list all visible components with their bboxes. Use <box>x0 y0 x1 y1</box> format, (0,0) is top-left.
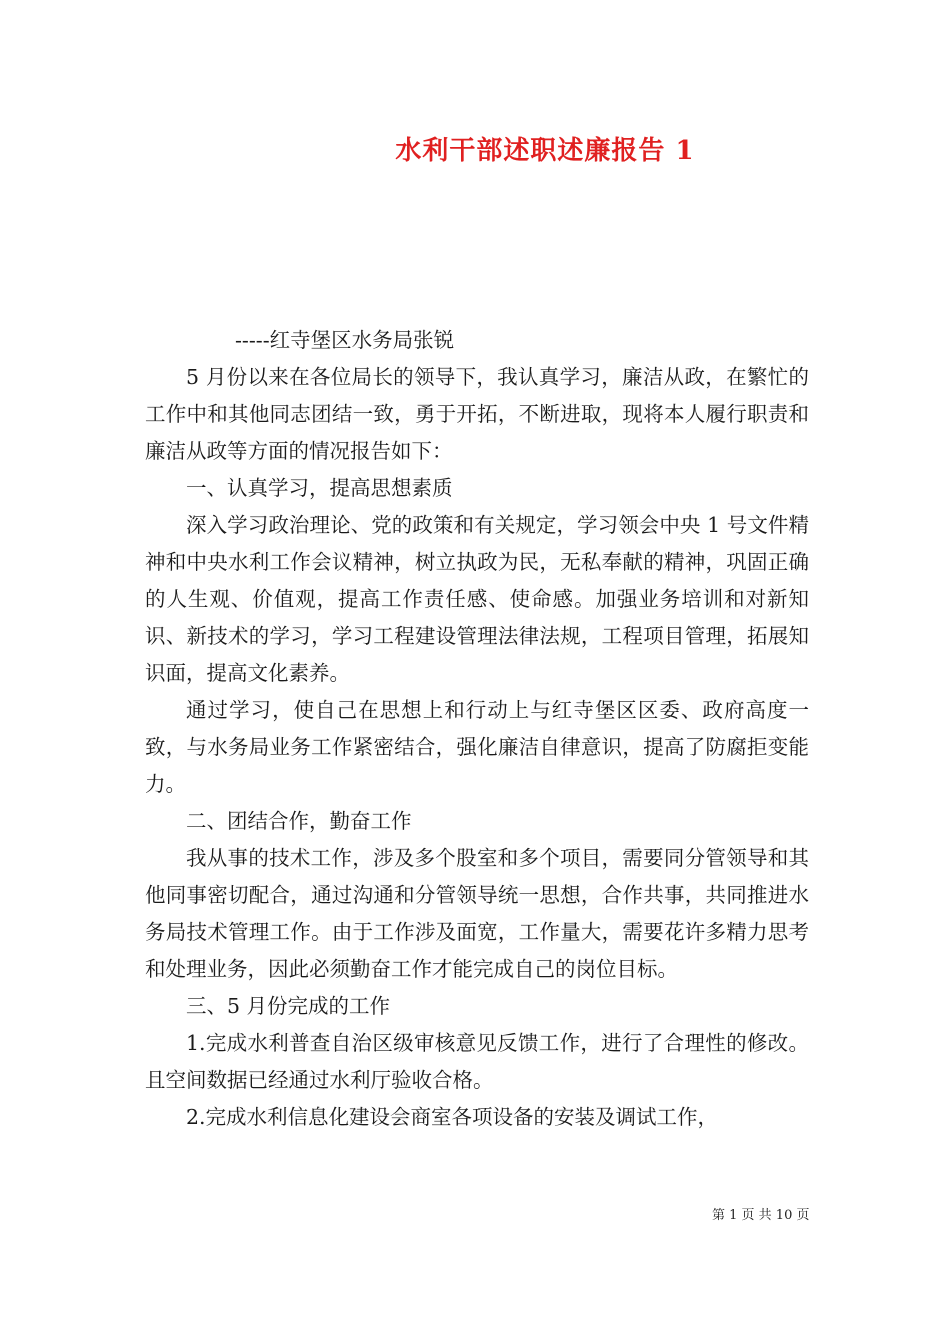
paragraph-teamwork: 我从事的技术工作，涉及多个股室和多个项目，需要同分管领导和其他同事密切配合，通过沟通和分管领导统一思想，合作共事，共同推进水务局技术管理工作。由于工作涉及面宽，工作量大，需要花许多精力思考和处理业务，因此必须勤奋工作才能完成自己的岗位目标。 <box>145 846 809 981</box>
paragraph-intro: 5 月份以来在各位局长的领导下，我认真学习，廉洁从政，在繁忙的工作中和其他同志团结一致，勇于开拓，不断进取，现将本人履行职责和廉洁从政等方面的情况报告如下： <box>145 365 809 463</box>
list-item-2: 2.完成水利信息化建设会商室各项设备的安装及调试工作， <box>186 1105 719 1129</box>
section-heading-3: 三、5 月份完成的工作 <box>186 994 391 1018</box>
paragraph-study-result: 通过学习，使自己在思想上和行动上与红寺堡区区委、政府高度一致，与水务局业务工作紧密结合，强化廉洁自律意识，提高了防腐拒变能力。 <box>145 698 809 796</box>
section-heading-2: 二、团结合作，勤奋工作 <box>186 809 412 833</box>
section-heading-1: 一、认真学习，提高思想素质 <box>186 476 453 500</box>
page-footer: 第 1 页 共 10 页 <box>712 1208 810 1223</box>
document-title: 水利干部述职述廉报告 1 <box>395 136 695 166</box>
paragraph-study: 深入学习政治理论、党的政策和有关规定，学习领会中央 1 号文件精神和中央水利工作会议精神，树立执政为民，无私奉献的精神，巩固正确的人生观、价值观，提高工作责任感、使命感。加强业务培训和对新知识、新技术的学习，学习工程建设管理法律法规，工程项目管理，拓展知识面，提高文化素养。 <box>145 513 809 685</box>
author-line: -----红寺堡区水务局张锐 <box>235 328 455 352</box>
list-item-1: 1.完成水利普查自治区级审核意见反馈工作，进行了合理性的修改。且空间数据已经通过水利厅验收合格。 <box>145 1031 809 1092</box>
document-body <box>145 322 809 1136</box>
